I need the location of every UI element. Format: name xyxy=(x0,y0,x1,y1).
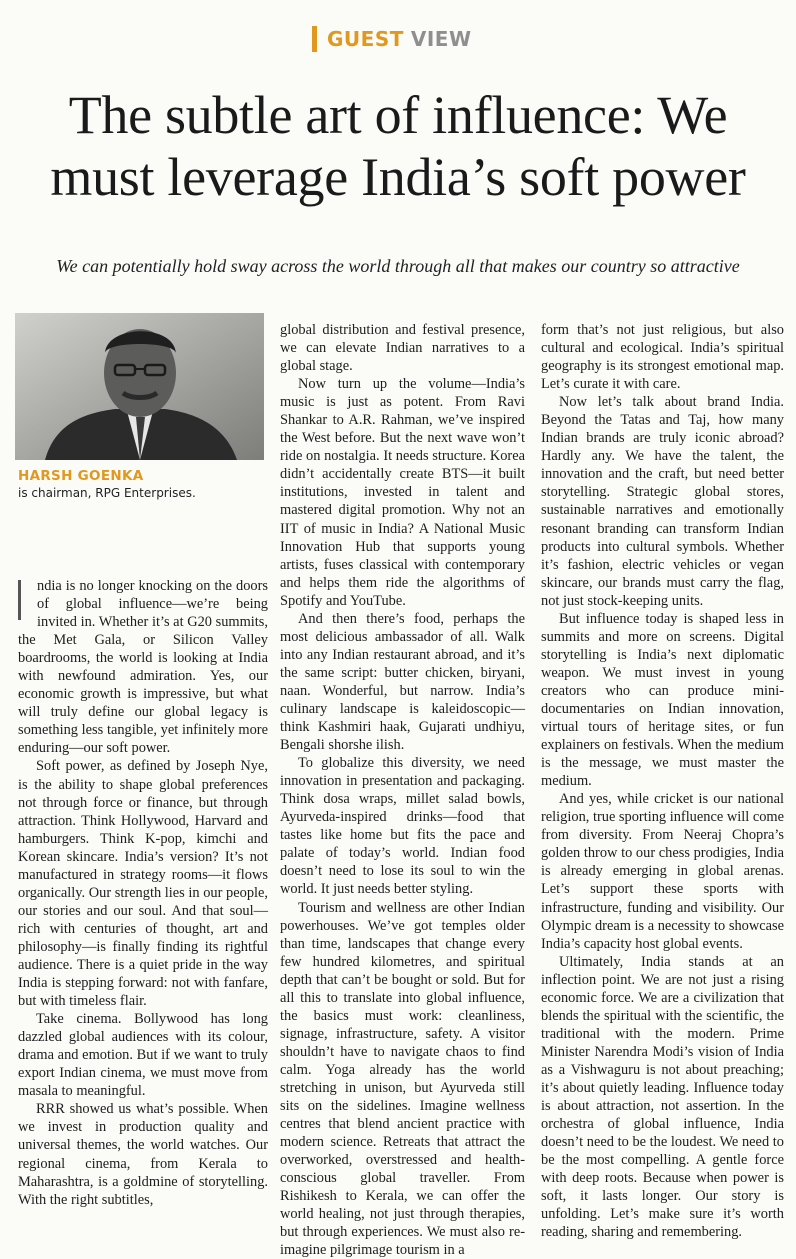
article-column-2 xyxy=(280,321,525,1259)
author-photo xyxy=(15,313,264,460)
portrait-illustration xyxy=(15,313,264,460)
standfirst: We can potentially hold sway across the world through all that makes our country so attractive xyxy=(0,256,796,277)
author-name: HARSH GOENKA xyxy=(18,468,143,484)
headline xyxy=(0,84,796,208)
headline-line-1: The subtle art of influence: We xyxy=(0,84,796,146)
article-paragraph: form that’s not just religious, but also cultural and ecological. India’s spiritual geography is its strongest emotional map. Let’s curate it with care. xyxy=(541,321,784,393)
kicker-view: VIEW xyxy=(411,27,472,51)
article-paragraph: Soft power, as defined by Joseph Nye, is the ability to shape global preferences not through force or finance, but through attraction. Think Hollywood, Harvard and hamburgers. Think K-pop, kimchi and Korean skincare. India’s version? It’s not manufactured in strategy rooms—it flows organically. Our strength lies in our people, our stories and our soul. And that soul—rich with centuries of thought, art and philosophy—is finally finding its rightful audience. There is a quiet pride in the way India is stepping forward: not with fanfare, but with timeless flair. xyxy=(18,757,268,1010)
article-paragraph: global distribution and festival presence, we can elevate Indian narratives to a global stage. xyxy=(280,321,525,375)
article-paragraph: ndia is no longer knocking on the doors of global influence—we’re being invited in. Whether it’s at G20 summits, the Met Gala, or Silicon Valley boardrooms, the world is looking at India with newfound admiration. Yes, our economic growth is impressive, but what will truly define our global legacy is something less tangible, yet infinitely more enduring—our soft power. xyxy=(18,577,268,757)
article-paragraph: RRR showed us what’s possible. When we invest in production quality and universal themes, the world watches. Our regional cinema, from Kerala to Maharashtra, is a goldmine of storytelling. With the right subtitles, xyxy=(18,1100,268,1208)
section-kicker xyxy=(312,26,472,52)
article-column-1 xyxy=(18,577,268,1209)
article-paragraph: Tourism and wellness are other Indian powerhouses. We’ve got temples older than time, landscapes that change every few hundred kilometres, and spiritual depth that can’t be bought or sold. But for all this to translate into global influence, the basics must work: cleanliness, signage, infrastructure, safety. A visitor shouldn’t have to navigate chaos to find calm. Yoga already has the world stretching in unison, but Ayurveda still sits on the sidelines. Imagine wellness centres that blend ancient practice with modern science. Retreats that attract the overworked, overstressed and health-conscious global traveller. From Rishikesh to Kerala, we can offer the world healing, not just through therapies, but through experiences. We must also re-imagine pilgrimage tourism in a xyxy=(280,899,525,1259)
article-paragraph: Now turn up the volume—India’s music is just as potent. From Ravi Shankar to A.R. Rahman, we’ve inspired the West before. But the next wave won’t ride on nostalgia. It needs structure. Korea didn’t accidentally create BTS—it built institutions, invested in talent and mastered digital promotion. Why not an IIT of music in India? A National Music Innovation Hub that supports young artists, fuses classical with contemporary and helps them ride the algorithms of Spotify and YouTube. xyxy=(280,375,525,610)
author-role: is chairman, RPG Enterprises. xyxy=(18,486,196,500)
kicker-accent-bar xyxy=(312,26,317,52)
kicker-guest: GUEST xyxy=(327,27,404,51)
article-paragraph: Now let’s talk about brand India. Beyond the Tatas and Taj, how many Indian brands are truly iconic abroad? Hardly any. We have the talent, the innovation and the craft, but need better storytelling. Strategic global stores, sustainable narratives and emotionally resonant branding can transform Indian products into cultural symbols. Whether it’s fashion, electric vehicles or vegan skincare, our brands must carry the flag, not just stock-keeping units. xyxy=(541,393,784,610)
dropcap-i xyxy=(18,580,31,620)
article-paragraph: And yes, while cricket is our national religion, true sporting influence will come from diversity. From Neeraj Chopra’s golden throw to our chess prodigies, India is already emerging in global arenas. Let’s support these sports with infrastructure, funding and visibility. Our Olympic dream is a necessity to showcase India’s capacity host global events. xyxy=(541,790,784,952)
article-paragraph: But influence today is shaped less in summits and more on screens. Digital storytelling is India’s next diplomatic weapon. We must invest in young creators who can produce mini-documentaries on Indian innovation, virtual tours of heritage sites, or fun explainers on festivals. When the medium is the message, we must master the medium. xyxy=(541,610,784,790)
article-paragraph: Take cinema. Bollywood has long dazzled global audiences with its colour, drama and emotion. But if we want to truly export Indian cinema, we must move from masala to meaningful. xyxy=(18,1010,268,1100)
article-paragraph: To globalize this diversity, we need innovation in presentation and packaging. Think dosa wraps, millet salad bowls, Ayurveda-inspired drinks—food that tastes like home but fits the pace and palate of today’s world. Indian food doesn’t need to lose its soul to win the world. It just needs better styling. xyxy=(280,754,525,898)
headline-line-2: must leverage India’s soft power xyxy=(0,146,796,208)
article-paragraph: And then there’s food, perhaps the most delicious ambassador of all. Walk into any Indian restaurant abroad, and it’s the same script: butter chicken, biryani, naan. Wonderful, but narrow. India’s culinary landscape is kaleidoscopic—think Kashmiri haak, Gujarati undhiyu, Bengali shorshe ilish. xyxy=(280,610,525,754)
article-column-3 xyxy=(541,321,784,1241)
article-paragraph: Ultimately, India stands at an inflection point. We are not just a rising economic force. We are a civilization that blends the spiritual with the scientific, the traditional with the modern. Prime Minister Narendra Modi’s vision of India as a Vishwaguru is not about preaching; it’s about quietly leading. Influence today is about attraction, not assertion. In the orchestra of global influence, India doesn’t need to be the loudest. We need to be the most compelling. A gentle force with deep roots. Because when power is soft, it lasts longer. Our story is unfolding. Let’s make sure it’s worth reading, sharing and remembering. xyxy=(541,953,784,1242)
